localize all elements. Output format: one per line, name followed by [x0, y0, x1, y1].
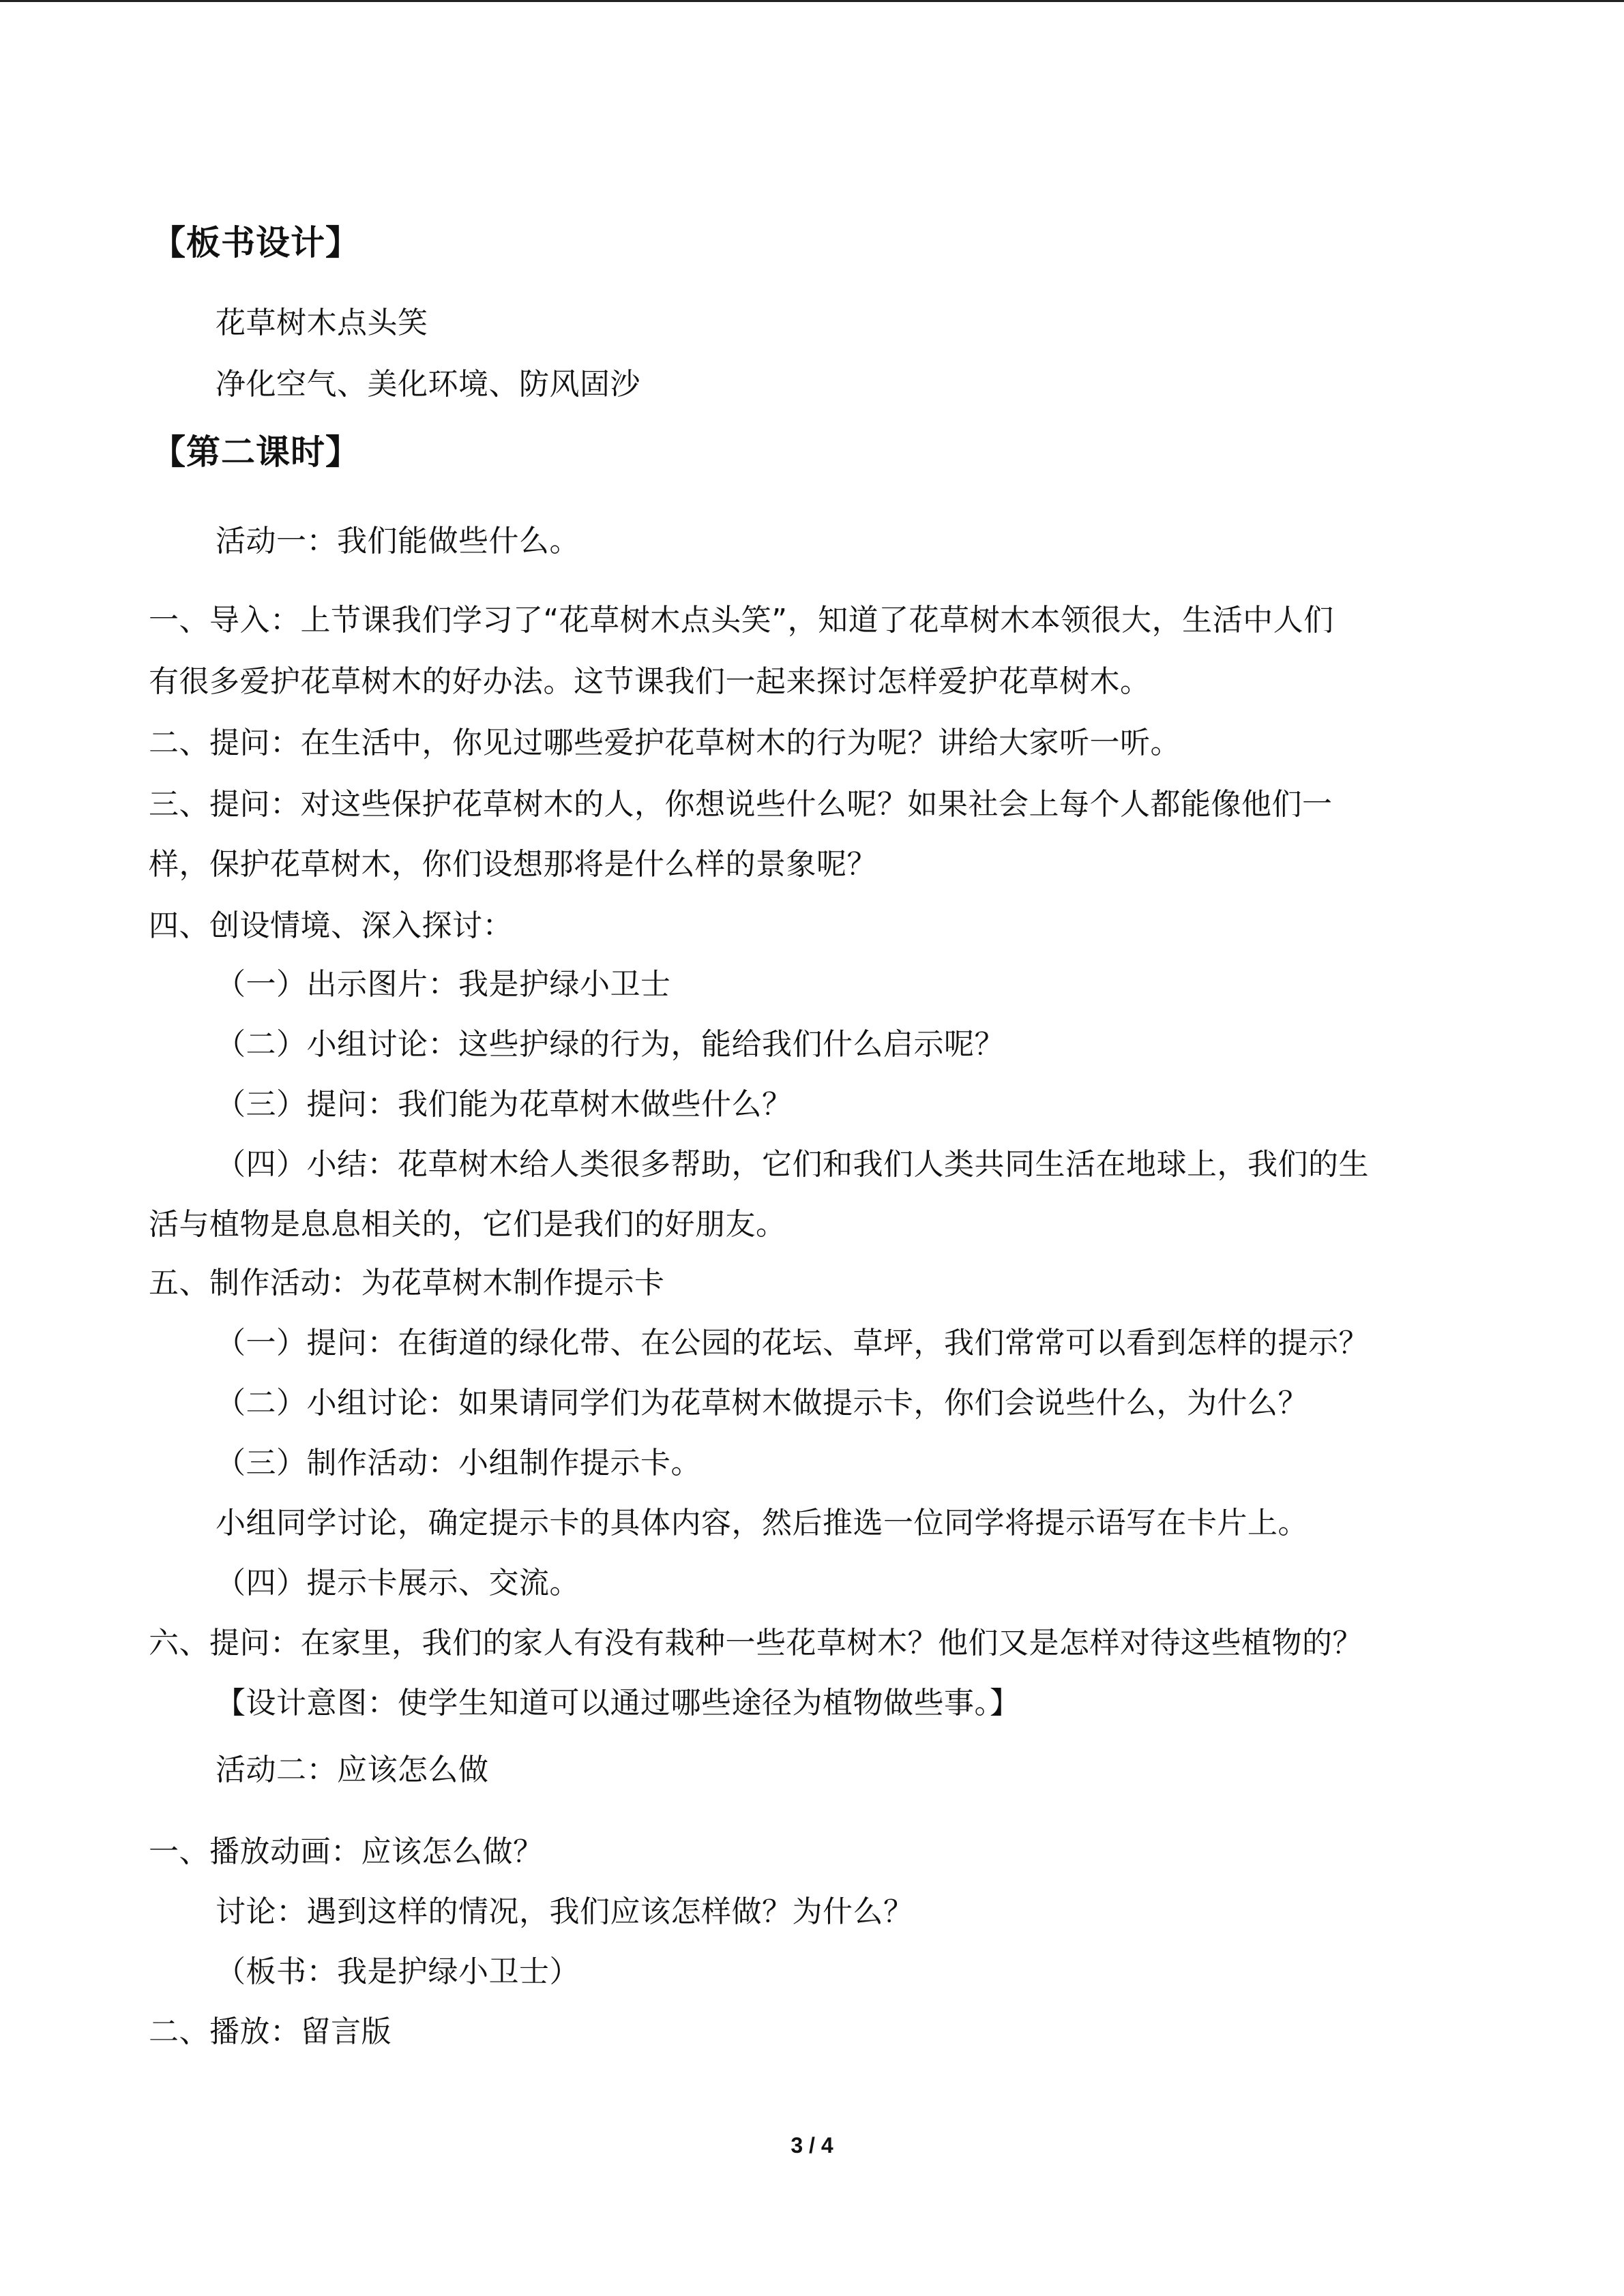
paragraph-3-line-2: 样，保护花草树木，你们设想那将是什么样的景象呢？ [149, 847, 877, 882]
paragraph-1-line-2: 有很多爱护花草树木的好办法。这节课我们一起来探讨怎样爱护花草树木。 [149, 664, 1151, 699]
paragraph-3-line-1: 三、提问：对这些保护花草树木的人，你想说些什么呢？如果社会上每个人都能像他们一 [149, 787, 1333, 822]
paragraph-4: 四、创设情境、深入探讨： [149, 908, 513, 943]
section-heading-board-design: 【板书设计】 [151, 223, 360, 263]
paragraph-4-item-2: （二）小组讨论：这些护绿的行为，能给我们什么启示呢？ [216, 1027, 1005, 1062]
paragraph-4-item-4-line-1: （四）小结：花草树木给人类很多帮助，它们和我们人类共同生活在地球上，我们的生 [216, 1147, 1369, 1182]
paragraph-5-item-3: （三）制作活动：小组制作提示卡。 [216, 1446, 701, 1480]
paragraph-4-item-4-line-2: 活与植物是息息相关的，它们是我们的好朋友。 [149, 1207, 786, 1242]
paragraph-4-item-1: （一）出示图片：我是护绿小卫士 [216, 967, 671, 1002]
paragraph-5-item-2: （二）小组讨论：如果请同学们为花草树木做提示卡，你们会说些什么，为什么？ [216, 1386, 1308, 1420]
section-2-board-note: （板书：我是护绿小卫士） [216, 1954, 580, 1989]
paragraph-5-item-3-detail: 小组同学讨论，确定提示卡的具体内容，然后推选一位同学将提示语写在卡片上。 [216, 1506, 1308, 1540]
page-number: 3 / 4 [791, 2133, 833, 2158]
section-2-discussion: 讨论：遇到这样的情况，我们应该怎样做？为什么？ [216, 1894, 914, 1929]
activity-2-title: 活动二：应该怎么做 [216, 1753, 489, 1787]
paragraph-2: 二、提问：在生活中，你见过哪些爱护花草树木的行为呢？讲给大家听一听。 [149, 726, 1181, 760]
paragraph-5-item-4: （四）提示卡展示、交流。 [216, 1566, 580, 1600]
board-line-2: 净化空气、美化环境、防风固沙 [216, 367, 640, 402]
paragraph-6: 六、提问：在家里，我们的家人有没有栽种一些花草树木？他们又是怎样对待这些植物的？ [149, 1626, 1363, 1660]
paragraph-5-item-1: （一）提问：在街道的绿化带、在公园的花坛、草坪，我们常常可以看到怎样的提示？ [216, 1326, 1369, 1360]
paragraph-1-line-1: 一、导入：上节课我们学习了“花草树木点头笑”，知道了花草树木本领很大，生活中人们 [149, 603, 1334, 638]
board-line-1: 花草树木点头笑 [216, 305, 428, 340]
activity-1-title: 活动一：我们能做些什么。 [216, 524, 580, 558]
paragraph-5: 五、制作活动：为花草树木制作提示卡 [149, 1266, 665, 1300]
section-heading-second-lesson: 【第二课时】 [151, 432, 360, 472]
section-2-paragraph-1: 一、播放动画：应该怎么做？ [149, 1834, 544, 1869]
design-intent-note: 【设计意图：使学生知道可以通过哪些途径为植物做些事。】 [216, 1686, 1020, 1720]
section-2-paragraph-2: 二、播放：留言版 [149, 2014, 392, 2049]
paragraph-4-item-3: （三）提问：我们能为花草树木做些什么？ [216, 1087, 793, 1122]
